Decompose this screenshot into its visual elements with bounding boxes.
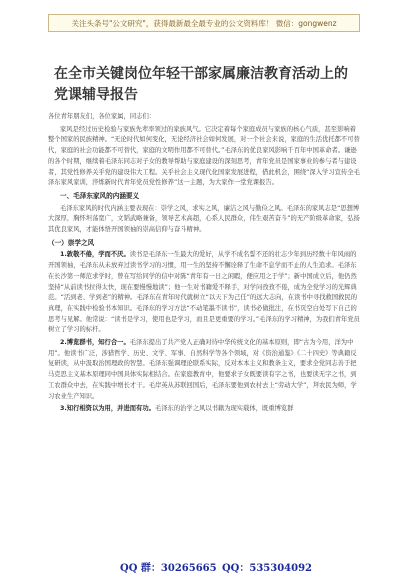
contact-footer xyxy=(48,559,360,574)
item-text-1: 读书是毛泽东一生最大的爱好，从学不成名誓不还的壮志少年到历经数十年风雨的开国领袖，毛泽东从未放弃过读书学习的习惯，用一生的坚持不懈诠释了生命不息学而不止的人生追求。毛泽东在长沙第一师范求学时，曾在写给同学的信中对陈“青年有一日之闲暇，便应用之于学”；新中国成立后，他仍然坚持“从前读书拉得太快，现在要慢慢地读”；他一生对书籍爱不释手，对学问孜孜不倦，成为全党学习的光辉典范。“活到老、学到老”的精神。毛泽东在青年时代就树立“以天下为己任”的远大志向，在读书中寻找救国救民的真理，在实践中检验书本知识。毛泽东的学习方法“不动笔墨不读书”，读书必做批注，在书页空白处写下自己的思考与见解。他常说：“读书是学习，使用也是学习，而且是更重要的学习。”毛泽东的学习精神，为我们青年党员树立了学习的标杆。 xyxy=(48,251,360,334)
section-intro-1: 毛泽东家风的时代内涵主要表现在：崇学之风，求实之风，廉洁之风与勤俭之风。毛泽东的家风志是“思想博大深厚，胸怀坦荡宽广，文韬武略兼备，领导艺术高超，心系人民群众，伟生艰苦奋斗”的无产阶级革命家，弘扬其优良家风，才能体悟开国领袖的崇高信仰与奋斗精神。 xyxy=(48,204,360,234)
item-paragraph-1 xyxy=(48,250,360,336)
item-paragraph-2 xyxy=(48,338,360,402)
item-lead-1: 1.敦敬不倦，学而不厌。 xyxy=(60,251,130,259)
qq-contact-text: QQ：535304092 xyxy=(221,563,312,574)
promo-banner[interactable]: 关注头条号"公文研究"，获得最新最全最专业的公文资料库！ 微信：gongwenz xyxy=(48,14,360,32)
item-paragraph-3 xyxy=(48,404,360,415)
item-text-2: 毛泽东提出了共产党人正确对待中华传统文化的基本原则，即“古为今用，洋为中用”。他读书广泛，涉猎哲学、历史、文学、军事、自然科学等各个领域，对《资治通鉴》《二十四史》等典籍反复研读，从中汲取治国理政的智慧。毛泽东强调理论联系实际，反对本本主义和教条主义，要求全党同志善于把马克思主义基本原理同中国具体实际相结合。在家庭教育中，他要求子女既要读有字之书，也要读无字之书，到工农群众中去，在实践中增长才干。毛岸英从苏联回国后，毛泽东要他到农村去上“劳动大学”，拜农民为师，学习农业生产知识。 xyxy=(48,339,357,400)
section-heading-1: 一、毛泽东家风的内涵要义 xyxy=(60,191,140,200)
subsection-heading-1: （一）崇学之风 xyxy=(48,238,95,247)
item-lead-3: 3.知行相资以为用，并进而有功。 xyxy=(60,405,155,413)
document-body xyxy=(48,112,360,417)
item-lead-2: 2.博览群书，知行合一。 xyxy=(60,339,130,347)
item-text-3: 毛泽东的治学之风以书籍为现实载体，既重博览群 xyxy=(154,405,294,413)
intro-paragraph: 家风是经过历史检验与家族先辈率领过的家族风气。它决定着每个家庭成员与家族的核心气质，甚至影响着整个国家的民族精神。“无论时代如何变化，无论经济社会如何发展，对一个社会来说，家庭的生活优托都不可替代，家庭的社会功能都不可替代，家庭的文明作用都不可替代。”毛泽东的优良家风影响千百年中国革命者。谦逊的各个时期，继续着毛泽东同志对子女的教导帮助与家庭建设的深刻思考，青年党员是国家事业的参与者与建设者，其党性修养关乎党的建设伟大工程。关乎社会主义现代化国家发展进程，借此机会，围绕“深入学习宣传全毛泽东家风家训，淬炼新时代青年党员党性修养”这一主题，为大家作一堂党课报告。 xyxy=(48,125,360,187)
qq-group-text: QQ 群：30265665 xyxy=(120,563,217,574)
document-title: 在全市关键岗位年轻干部家属廉洁教育活动上的党课辅导报告 xyxy=(54,66,348,103)
salutation: 各位青年朋友们，各位家属，同志们： xyxy=(48,113,156,120)
